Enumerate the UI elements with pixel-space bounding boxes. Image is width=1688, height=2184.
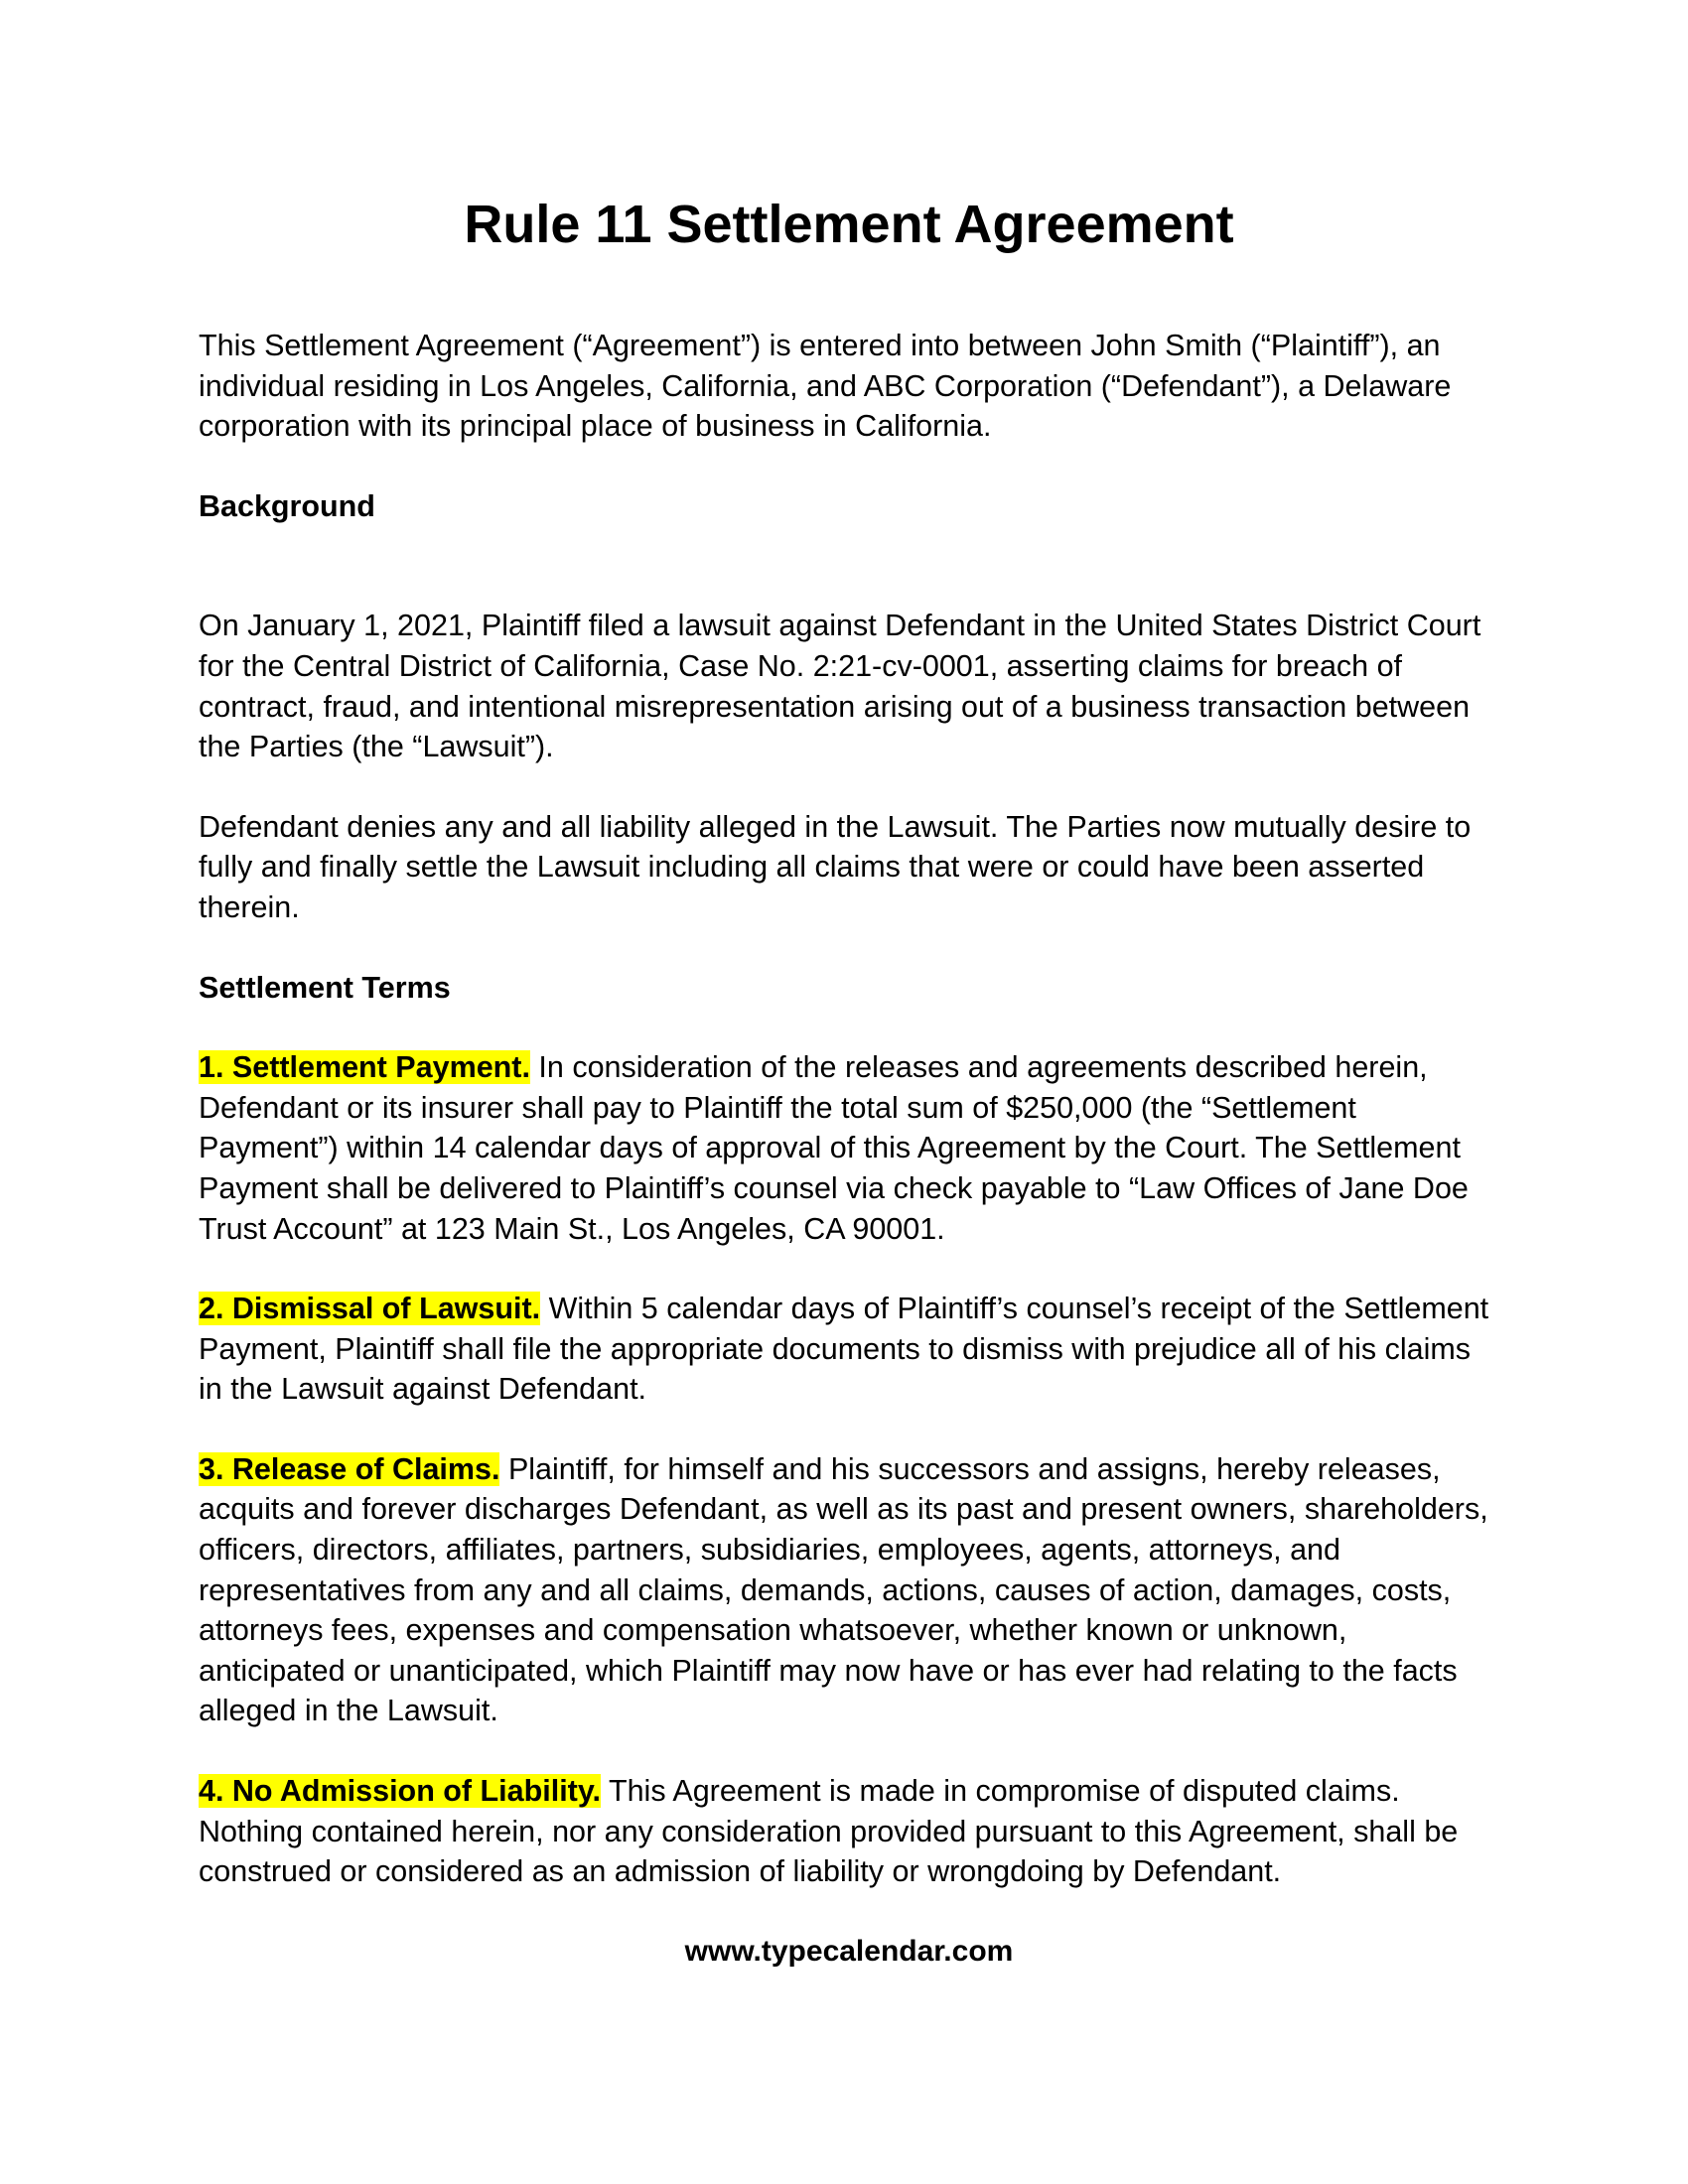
term-release-of-claims	[199, 1449, 1499, 1731]
term-text: In consideration of the releases and agreements described herein, Defendant or its insurer shall pay to Plaintiff the total sum of $250,000 (the “Settlement Payment”) within 14 calendar days of approval of this Agreement by the Court. The Settlement Payment shall be delivered to Plaintiff’s counsel via check payable to “Law Offices of Jane Doe Trust Account” at 123 Main St., Los Angeles, CA 90001.	[199, 1050, 1469, 1246]
background-heading: Background	[199, 488, 375, 523]
footer-website-link[interactable]: www.typecalendar.com	[684, 1934, 1014, 1968]
spacer	[199, 1410, 1499, 1449]
spacer	[199, 1892, 1499, 1932]
spacer	[199, 1008, 1499, 1047]
term-label: 3. Release of Claims.	[199, 1451, 500, 1486]
term-text: Plaintiff, for himself and his successors and assigns, hereby releases, acquits and forever discharges Defendant, as well as its past and present owners, shareholders, officers, directors, affiliates, partners, subsidiaries, employees, agents, attorneys, and representatives from any and all claims, demands, actions, causes of action, damages, costs, attorneys fees, expenses and compensation whatsoever, whether known or unknown, anticipated or unanticipated, which Plaintiff may now have or has ever had relating to the facts alleged in the Lawsuit.	[199, 1451, 1488, 1728]
term-label: 4. No Admission of Liability.	[199, 1774, 602, 1809]
background-paragraph-2: Defendant denies any and all liability alleged in the Lawsuit. The Parties now mutually desire to fully and finally settle the Lawsuit including all claims that were or could have been asserted therein.	[199, 809, 1472, 924]
term-dismissal-of-lawsuit	[199, 1289, 1499, 1410]
term-label: 2. Dismissal of Lawsuit.	[199, 1292, 541, 1326]
term-settlement-payment	[199, 1047, 1499, 1249]
spacer	[199, 767, 1499, 807]
spacer	[199, 928, 1499, 968]
spacer	[199, 1731, 1499, 1771]
term-text: This Agreement is made in compromise of disputed claims. Nothing contained herein, nor any consideration provided pursuant to this Agreement, shall be construed or considered as an admission of liability or wrongdoing by Defendant.	[199, 1774, 1459, 1889]
settlement-terms-heading: Settlement Terms	[199, 970, 451, 1005]
intro-paragraph: This Settlement Agreement (“Agreement”) is entered into between John Smith (“Plaintiff”), an individual residing in Los Angeles, California, and ABC Corporation (“Defendant”), a Delaware corporation with its principal place of business in California.	[199, 329, 1452, 444]
document-title: Rule 11 Settlement Agreement	[464, 195, 1234, 254]
document-page	[199, 189, 1499, 1972]
background-paragraph-1: On January 1, 2021, Plaintiff filed a lawsuit against Defendant in the United States District Court for the Central District of California, Case No. 2:21-cv-0001, asserting claims for breach of contract, fraud, and intentional misrepresentation arising out of a business transaction between the Parties (the “Lawsuit”).	[199, 609, 1481, 764]
spacer	[199, 447, 1499, 486]
term-text: Within 5 calendar days of Plaintiff’s counsel’s receipt of the Settlement Payment, Plaintiff shall file the appropriate documents to dismiss with prejudice all of his claims in the Lawsuit against Defendant.	[199, 1292, 1489, 1407]
spacer	[199, 526, 1499, 606]
term-no-admission-of-liability	[199, 1771, 1499, 1892]
spacer	[199, 1249, 1499, 1289]
term-label: 1. Settlement Payment.	[199, 1050, 530, 1085]
